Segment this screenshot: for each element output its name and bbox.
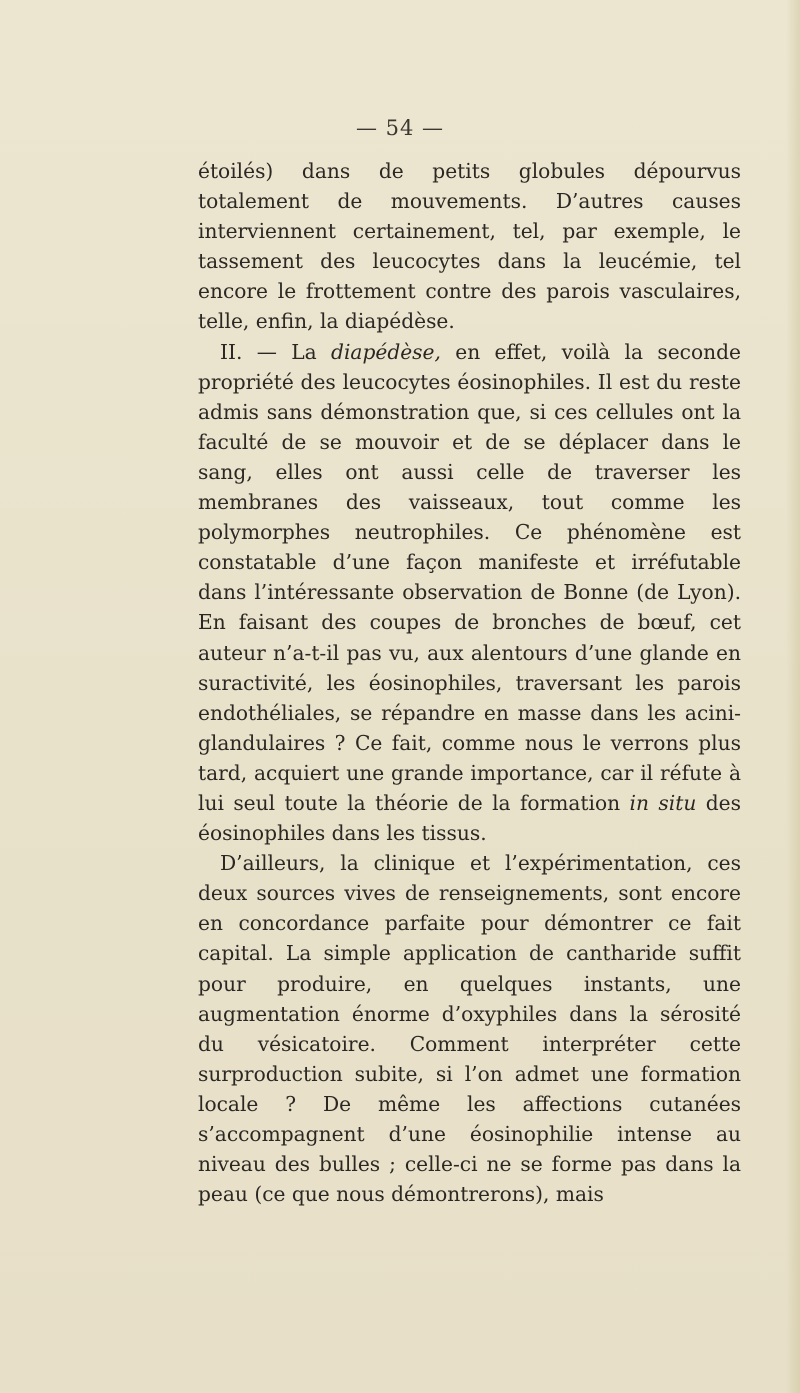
paragraph-2-text-c: des éosinophiles dans les tissus. — [198, 790, 741, 846]
paragraph-3 — [198, 848, 741, 1209]
paragraph-1-text: étoilés) dans de petits globules dépourvus totalement de mouvements. D’autres causes interviennent certainement, tel, par exemple, le tassement des leucocytes dans la leucémie, tel encore le frottement contre des parois vasculaires, telle, enfin, la diapédèse. — [198, 159, 741, 334]
paragraph-3-text: D’ailleurs, la clinique et l’expérimentation, ces deux sources vives de renseignements, sont encore en concordance parfaite pour démontrer ce fait capital. La simple application de cantharide suffit pour produire, en quelques instants, une augmentation énorme d’oxyphiles dans la sérosité du vésicatoire. Comment interpréter cette surproduction subite, si l’on admet une formation locale ? De même les affections cutanées s’accompagnent d’une éosinophilie intense au niveau des bulles ; celle-ci ne se forme pas dans la peau (ce que nous démontrerons), mais — [198, 851, 741, 1207]
paragraph-2-text-b: en effet, voilà la seconde propriété des leucocytes éosinophiles. Il est du reste admis sans démonstration que, si ces cellules ont la faculté de se mouvoir et de se déplacer dans le sang, elles ont aussi celle de traverser les membranes des vaisseaux, tout comme les polymorphes neutrophiles. Ce phénomène est constatable d’une façon manifeste et irréfutable dans l’intéressante observation de Bonne (de Lyon). En faisant des coupes de bronches de bœuf, cet auteur n’a-t-il pas vu, aux alentours d’une glande en suractivité, les éosinophiles, traversant les parois endothéliales, se répandre en masse dans les acini-glandulaires ? Ce fait, comme nous le verrons plus tard, acquiert une grande importance, car il réfute à lui seul toute la théorie de la formation — [198, 339, 741, 815]
page-number: — 54 — — [355, 116, 445, 140]
paragraph-2-text-a: II. — La — [220, 339, 332, 364]
paragraph-2-italic-diapedese: diapédèse, — [331, 339, 441, 364]
body-text — [198, 156, 741, 1209]
page-edge-shadow — [786, 0, 800, 1393]
paragraph-2-italic-in-situ: in situ — [629, 790, 697, 815]
paragraph-2 — [198, 337, 741, 849]
paragraph-1 — [198, 156, 741, 337]
